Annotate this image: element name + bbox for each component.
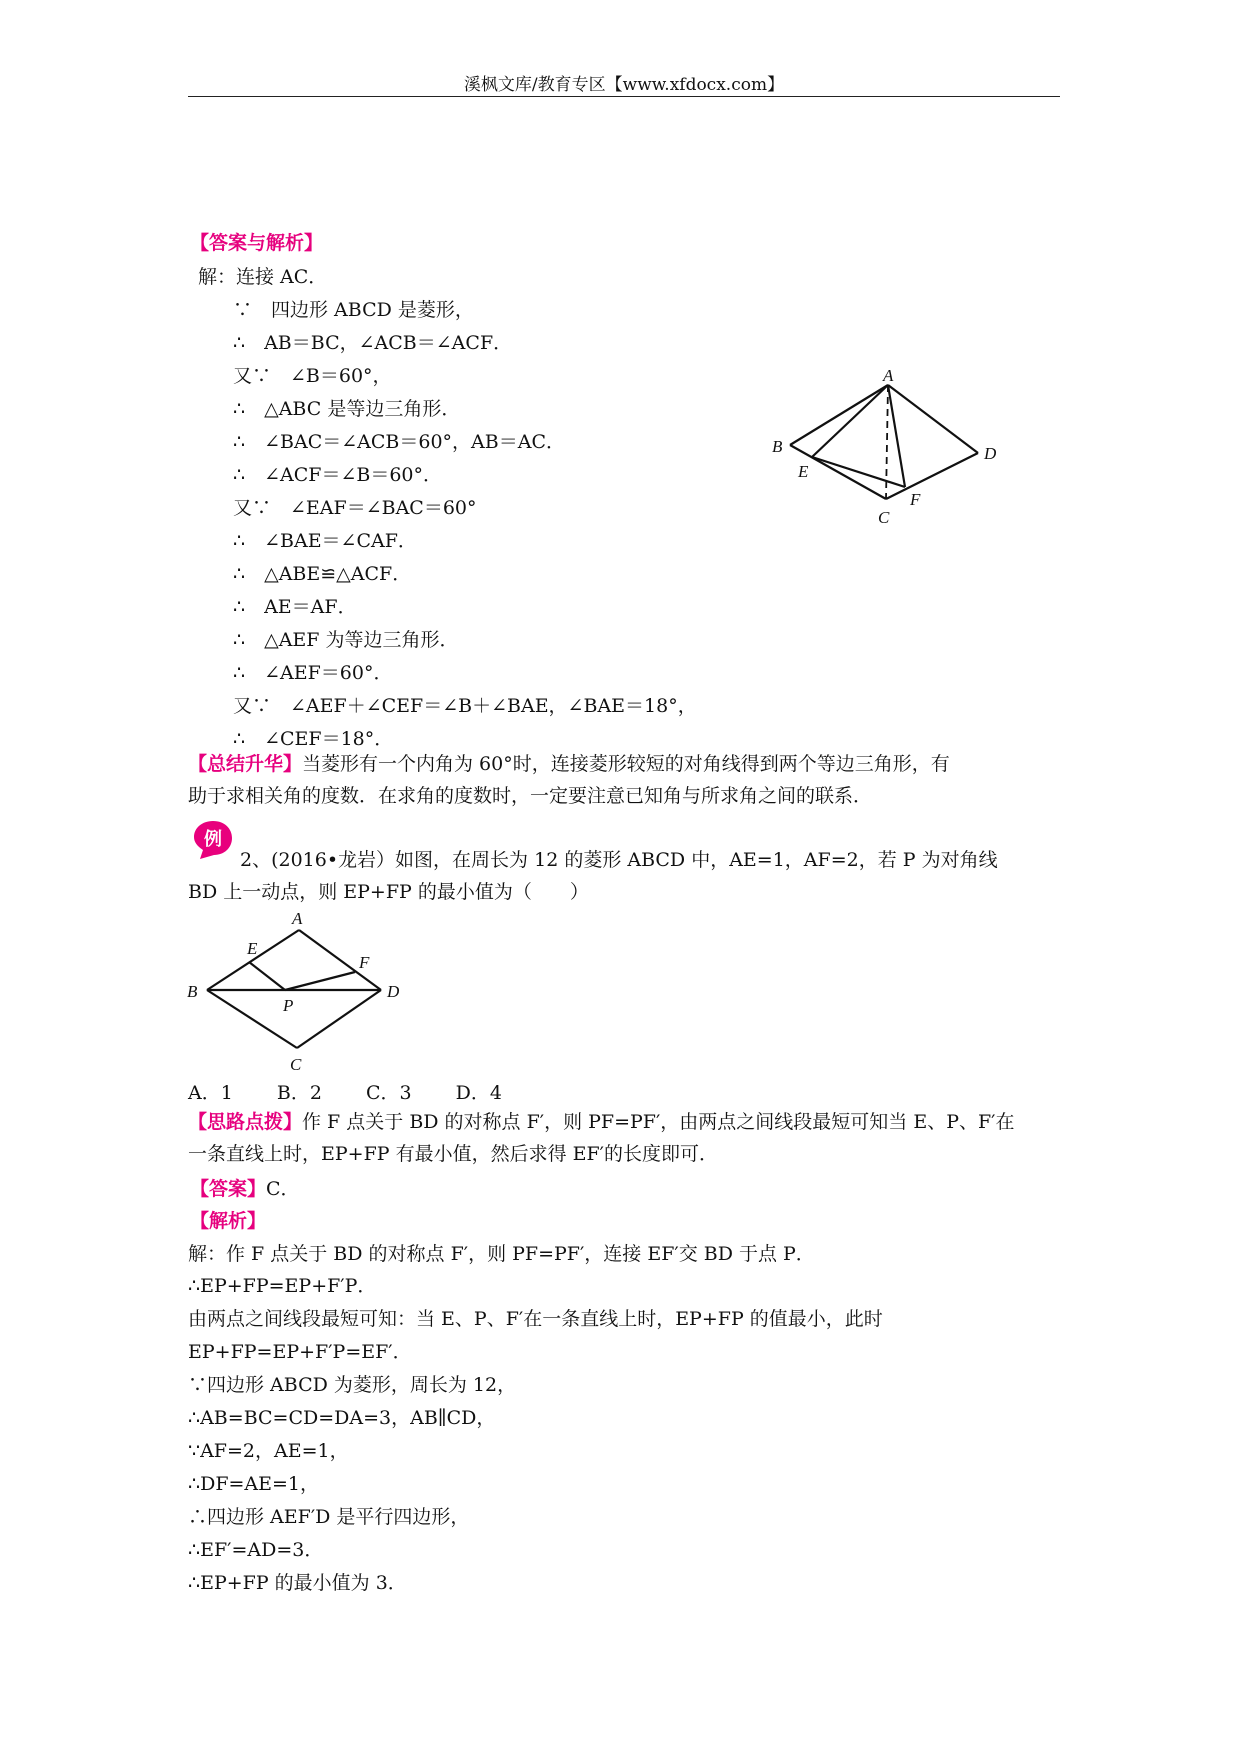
- analysis-line-6: ∴AB=BC=CD=DA=3，AB∥CD，: [188, 1407, 496, 1429]
- label-f: F: [359, 953, 370, 972]
- label-b: B: [187, 982, 198, 1001]
- label-e: E: [247, 939, 258, 958]
- analysis-line-10: ∴EF′=AD=3．: [188, 1539, 324, 1561]
- analysis-line-9: ∴四边形 AEF′D 是平行四边形，: [188, 1506, 470, 1528]
- answer-choices: [188, 1080, 540, 1106]
- choice-b: B．2: [276, 1082, 322, 1104]
- summary-text-2: 助于求相关角的度数．在求角的度数时，一定要注意已知角与所求角之间的联系．: [188, 785, 873, 807]
- answer-line: [190, 1176, 300, 1202]
- solution-line-8: 又∵ ∠EAF＝∠BAC＝60°: [233, 497, 477, 519]
- hint-tag: 【思路点拨】: [188, 1111, 303, 1133]
- summary-text-1: 当菱形有一个内角为 60°时，连接菱形较短的对角线得到两个等边三角形，有: [302, 753, 950, 775]
- solution-line-11: ∴ AE＝AF．: [233, 596, 357, 618]
- rhombus-figure-2: [185, 908, 415, 1078]
- summary-paragraph: [188, 748, 1060, 812]
- label-p: P: [283, 996, 294, 1015]
- analysis-line-5: ∵四边形 ABCD 为菱形，周长为 12，: [188, 1374, 517, 1396]
- analysis-line-8: ∴DF=AE=1，: [188, 1473, 320, 1495]
- hint-text-1: 作 F 点关于 BD 的对称点 F′，则 PF=PF′，由两点之间线段最短可知当 E、P、F′在: [302, 1111, 1015, 1133]
- answer-text: C．: [266, 1178, 300, 1200]
- analysis-line-11: ∴EP+FP 的最小值为 3．: [188, 1572, 407, 1594]
- solution-line-1: 解：连接 AC．: [198, 266, 328, 288]
- answer-analysis-tag: 【答案与解析】: [190, 232, 324, 254]
- header-rule: [188, 96, 1060, 97]
- svg-text:例: 例: [204, 829, 222, 850]
- summary-tag: 【总结升华】: [188, 753, 303, 775]
- solution-line-12: ∴ △AEF 为等边三角形．: [233, 629, 459, 651]
- choice-d: D．4: [455, 1082, 502, 1104]
- solution-line-9: ∴ ∠BAE＝∠CAF．: [233, 530, 417, 552]
- example-text-2: BD 上一动点，则 EP+FP 的最小值为（ ）: [188, 881, 589, 903]
- answer-tag: 【答案】: [190, 1178, 267, 1200]
- label-e: E: [798, 462, 809, 481]
- label-b: B: [772, 437, 783, 456]
- hint-paragraph: [188, 1106, 1060, 1170]
- solution-line-14: 又∵ ∠AEF＋∠CEF＝∠B＋∠BAE，∠BAE＝18°，: [233, 695, 697, 717]
- label-d: D: [984, 444, 997, 463]
- choice-c: C．3: [365, 1082, 412, 1104]
- solution-line-3: ∴ AB＝BC，∠ACB＝∠ACF．: [233, 332, 513, 354]
- edge-cd: [297, 990, 381, 1048]
- label-c: C: [878, 508, 890, 527]
- rhombus-figure-1: [760, 365, 1010, 545]
- label-a: A: [883, 366, 894, 385]
- edge-ae: [812, 385, 888, 457]
- analysis-line-4: EP+FP=EP+F′P=EF′．: [188, 1341, 412, 1363]
- analysis-line-3: 由两点之间线段最短可知：当 E、P、F′在一条直线上时，EP+FP 的值最小，此时: [188, 1308, 883, 1330]
- solution-line-13: ∴ ∠AEF＝60°．: [233, 662, 393, 684]
- example-badge-icon: [192, 818, 234, 860]
- page-header: 溪枫文库/教育专区【www.xfdocx.com】: [463, 75, 785, 95]
- hint-text-2: 一条直线上时，EP+FP 有最小值，然后求得 EF′的长度即可．: [188, 1143, 718, 1165]
- analysis-line-7: ∵AF=2，AE=1，: [188, 1440, 349, 1462]
- solution-line-15: ∴ ∠CEF＝18°．: [233, 728, 394, 750]
- analysis-line-2: ∴EP+FP=EP+F′P．: [188, 1275, 377, 1297]
- segment-fp: [285, 972, 355, 990]
- label-c: C: [290, 1055, 302, 1074]
- label-f: F: [910, 490, 921, 509]
- edge-ad: [888, 385, 978, 453]
- solution-line-6: ∴ ∠BAC＝∠ACB＝60°，AB＝AC．: [233, 431, 565, 453]
- solution-line-10: ∴ △ABE≌△ACF．: [233, 563, 412, 585]
- edge-ab: [790, 385, 888, 445]
- solution-line-4: 又∵ ∠B＝60°，: [233, 365, 392, 387]
- edge-af: [888, 385, 905, 487]
- choice-a: A．1: [188, 1082, 233, 1104]
- solution-line-2: ∵ 四边形 ABCD 是菱形，: [233, 299, 474, 321]
- example-text-1: 2、(2016•龙岩）如图，在周长为 12 的菱形 ABCD 中，AE=1，AF=2，若 P 为对角线: [240, 849, 998, 871]
- segment-ep: [249, 962, 285, 990]
- label-a: A: [292, 909, 303, 928]
- analysis-line-1: 解：作 F 点关于 BD 的对称点 F′，则 PF=PF′，连接 EF′交 BD 于点 P．: [188, 1243, 815, 1265]
- solution-line-7: ∴ ∠ACF＝∠B＝60°．: [233, 464, 443, 486]
- solution-line-5: ∴ △ABC 是等边三角形．: [233, 398, 461, 420]
- label-d: D: [387, 982, 400, 1001]
- analysis-tag: 【解析】: [190, 1210, 267, 1232]
